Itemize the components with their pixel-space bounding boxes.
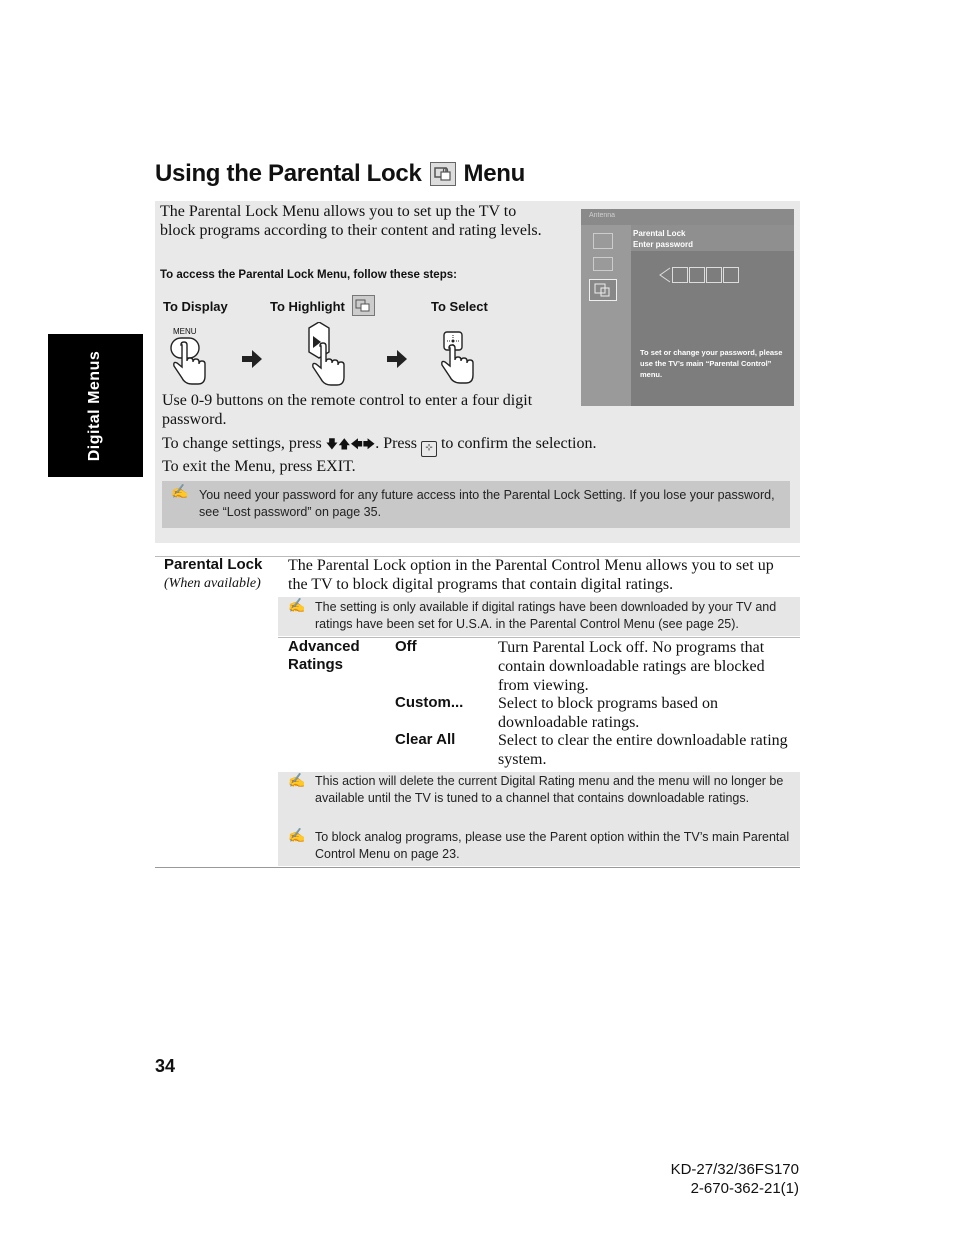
note-pencil-icon: ✍ bbox=[288, 599, 306, 614]
tv-lock-icon-selected bbox=[589, 279, 617, 301]
password-digit-box bbox=[723, 267, 739, 283]
rating-notes bbox=[278, 772, 800, 866]
tv-menu-screenshot bbox=[581, 209, 794, 406]
row-title: Parental Lock bbox=[164, 556, 263, 573]
change-settings-text-2: . Press bbox=[375, 435, 417, 452]
note-pencil-icon: ✍ bbox=[288, 774, 306, 789]
arrow-right-icon bbox=[387, 350, 407, 373]
tv-help-text: To set or change your password, please use the TV’s main “Parental Control” menu. bbox=[640, 348, 783, 379]
arrow-right-icon bbox=[242, 350, 262, 373]
note-pencil-icon: ✍ bbox=[171, 485, 189, 500]
option-clear-all-desc: Select to clear the entire downloadable rating system. bbox=[498, 732, 788, 768]
step-display-label: To Display bbox=[163, 299, 228, 314]
page-title-text-1: Using the Parental Lock bbox=[155, 160, 422, 187]
option-custom-name: Custom... bbox=[395, 694, 464, 711]
password-digit-box bbox=[706, 267, 722, 283]
tv-menu-title: Parental Lock bbox=[633, 229, 686, 238]
page-number: 34 bbox=[155, 1056, 176, 1076]
tv-topbar bbox=[581, 209, 794, 225]
note-pencil-icon: ✍ bbox=[288, 829, 306, 844]
steps-heading: To access the Parental Lock Menu, follow these steps: bbox=[160, 269, 457, 281]
footer-model-info bbox=[671, 1160, 799, 1198]
password-instruction: Use 0-9 buttons on the remote control to enter a four digit password. bbox=[162, 392, 533, 428]
row-subtitle: (When available) bbox=[164, 576, 261, 591]
password-digit-box bbox=[689, 267, 705, 283]
section-tab bbox=[48, 334, 143, 477]
change-settings-text-3: to confirm the selection. bbox=[440, 435, 597, 452]
row-description: The Parental Lock option in the Parental Control Menu allows you to set up the TV to block digital programs that contain digital ratings. bbox=[288, 557, 774, 593]
highlight-button-hand-icon bbox=[305, 322, 347, 391]
arrow-keys-icon: 🡇🡅🡄🡆 bbox=[325, 437, 376, 451]
advanced-ratings-label: Advanced Ratings bbox=[288, 638, 360, 673]
option-off-name: Off bbox=[395, 638, 417, 655]
password-note-text: You need your password for any future access into the Parental Lock Setting. If you lose your password, see “Lost password” on page 35. bbox=[199, 488, 775, 519]
select-key-icon: ⊹ bbox=[421, 441, 437, 457]
footer-model: KD-27/32/36FS170 bbox=[670, 1161, 799, 1178]
password-entry-boxes bbox=[659, 267, 739, 283]
page-title-text-2: Menu bbox=[463, 160, 525, 187]
tv-menu-subtitle: Enter password bbox=[633, 240, 694, 249]
password-arrow-icon bbox=[659, 267, 671, 283]
select-button-hand-icon bbox=[440, 330, 480, 391]
parental-lock-icon bbox=[430, 162, 456, 186]
step-highlight-label: To Highlight bbox=[270, 299, 345, 314]
delete-rating-note-text: This action will delete the current Digital Rating menu and the menu will no longer be available until the TV is tuned to a channel that contains downloadable ratings. bbox=[315, 774, 784, 805]
intro-paragraph: The Parental Lock Menu allows you to set up the TV to block programs according to their content and rating levels. bbox=[160, 203, 542, 239]
highlight-lock-icon bbox=[352, 295, 375, 316]
tv-setup-icon bbox=[593, 233, 613, 249]
menu-button-label: MENU bbox=[173, 327, 197, 336]
option-clear-all-name: Clear All bbox=[395, 731, 456, 748]
availability-note bbox=[278, 597, 800, 636]
table-bottom-rule bbox=[155, 867, 800, 868]
section-tab-label: Digital Menus bbox=[86, 350, 103, 462]
password-digit-box bbox=[672, 267, 688, 283]
analog-block-note-text: To block analog programs, please use the Parent option within the TV’s main Parental Control Menu on page 23. bbox=[315, 830, 790, 861]
page-title bbox=[155, 160, 525, 188]
step-select-label: To Select bbox=[431, 299, 488, 314]
password-note bbox=[162, 481, 790, 528]
tv-toolbox-icon bbox=[593, 257, 613, 271]
footer-code: 2-670-362-21(1) bbox=[690, 1180, 799, 1197]
change-settings-instruction bbox=[162, 434, 782, 457]
change-settings-text-1: To change settings, press bbox=[162, 435, 322, 452]
tv-input-label: Antenna bbox=[589, 212, 616, 219]
option-off-desc: Turn Parental Lock off. No programs that contain downloadable ratings are blocked from viewing. bbox=[498, 639, 765, 694]
option-custom-desc: Select to block programs based on downloadable ratings. bbox=[498, 695, 718, 731]
menu-button-hand-icon bbox=[168, 325, 208, 392]
exit-instruction: To exit the Menu, press EXIT. bbox=[162, 458, 356, 475]
availability-note-text: The setting is only available if digital ratings have been downloaded by your TV and ratings have been set for U.S.A. in the Parental Control Menu (see page 25). bbox=[315, 600, 777, 631]
